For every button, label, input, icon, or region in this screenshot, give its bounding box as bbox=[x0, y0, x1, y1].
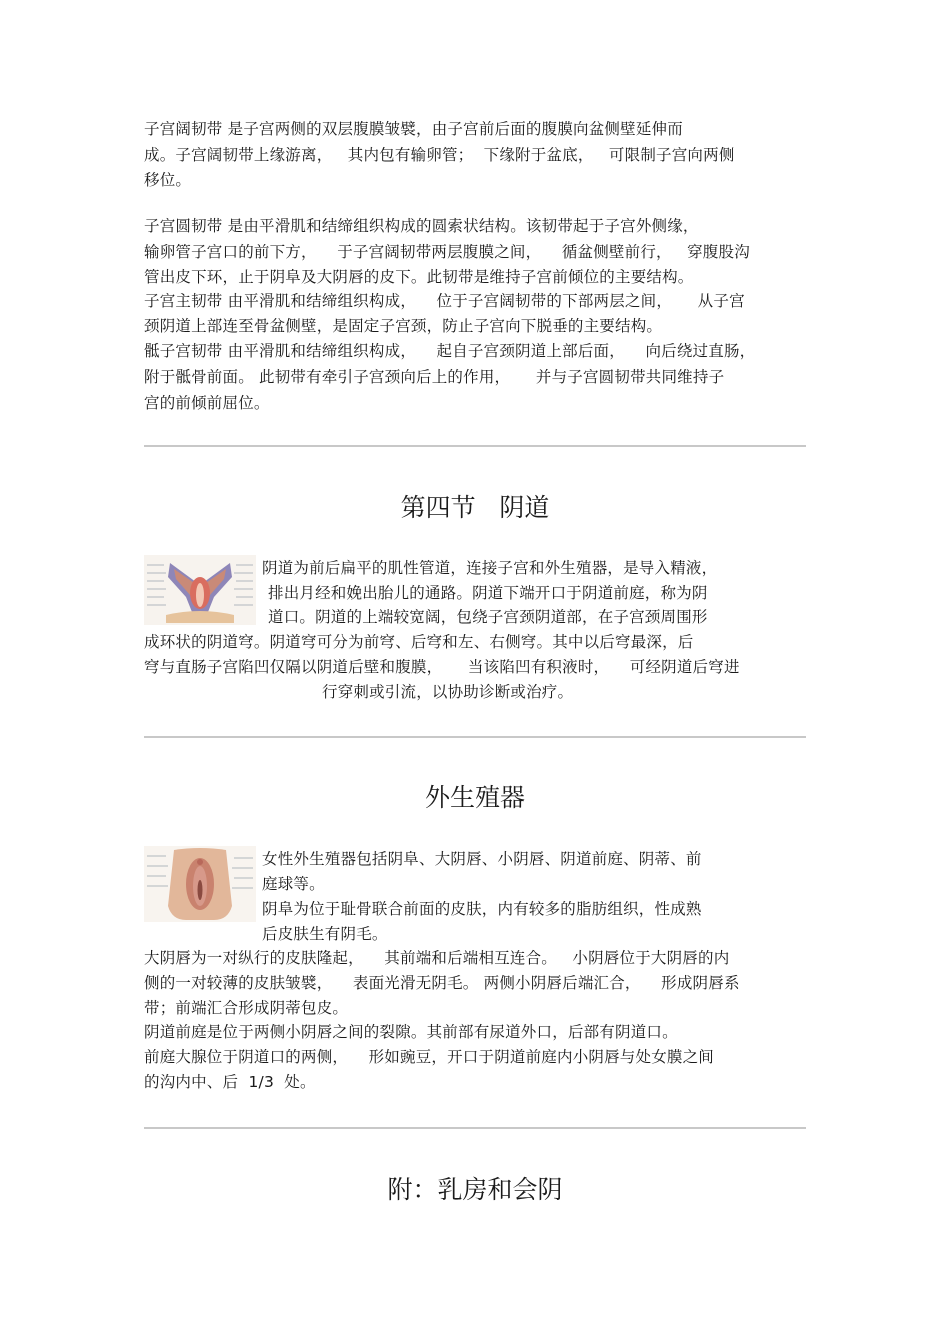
paragraph-line: 女性外生殖器包括阴阜、大阴唇、小阴唇、阴道前庭、阴蒂、前 bbox=[262, 850, 702, 868]
paragraph-line: 前庭大腺位于阴道口的两侧， 形如豌豆，开口于阴道前庭内小阴唇与处女膜之间 bbox=[144, 1048, 715, 1066]
paragraph-line: 后皮肤生有阴毛。 bbox=[262, 925, 388, 943]
paragraph-line: 阴阜为位于耻骨联合前面的皮肤，内有较多的脂肪组织，性成熟 bbox=[262, 900, 702, 918]
paragraph-line: 子宫主韧带 由平滑肌和结缔组织构成， 位于子宫阔韧带的下部两层之间， 从子宫 bbox=[144, 292, 745, 310]
paragraph-line: 颈阴道上部连至骨盆侧壁，是固定子宫颈，防止子宫向下脱垂的主要结构。 bbox=[144, 317, 663, 335]
paragraph-line: 阴道为前后扁平的肌性管道，连接子宫和外生殖器，是导入精液， bbox=[262, 559, 718, 577]
paragraph-line: 穹与直肠子宫陷凹仅隔以阴道后壁和腹膜， 当该陷凹有积液时， 可经阴道后穹进 bbox=[144, 658, 740, 676]
paragraph-line: 宫的前倾前屈位。 bbox=[144, 394, 270, 412]
paragraph-line: 成环状的阴道穹。阴道穹可分为前穹、后穹和左、右侧穹。其中以后穹最深，后 bbox=[144, 633, 694, 651]
paragraph-line: 行穿刺或引流，以协助诊断或治疗。 bbox=[322, 683, 574, 701]
paragraph-line: 道口。阴道的上端较宽阔，包绕子宫颈阴道部，在子宫颈周围形 bbox=[268, 608, 708, 626]
section-title: 外生殖器 bbox=[424, 783, 525, 812]
section-divider bbox=[144, 445, 806, 447]
anatomy-illustration-icon bbox=[144, 846, 256, 922]
paragraph-line: 子宫阔韧带 是子宫两侧的双层腹膜皱襞，由子宫前后面的腹膜向盆侧壁延伸而 bbox=[144, 120, 683, 138]
paragraph-line: 移位。 bbox=[144, 171, 192, 189]
paragraph-line: 子宫圆韧带 是由平滑肌和结缔组织构成的圆索状结构。该韧带起于子宫外侧缘， bbox=[144, 217, 699, 235]
paragraph-line: 庭球等。 bbox=[262, 875, 325, 893]
anatomy-illustration-icon bbox=[144, 555, 256, 625]
section-title: 第四节 阴道 bbox=[400, 493, 550, 522]
paragraph-line: 阴道前庭是位于两侧小阴唇之间的裂隙。其前部有尿道外口，后部有阴道口。 bbox=[144, 1023, 678, 1041]
paragraph-line: 输卵管子宫口的前下方， 于子宫阔韧带两层腹膜之间， 循盆侧壁前行， 穿腹股沟 bbox=[144, 243, 750, 261]
paragraph-line: 骶子宫韧带 由平滑肌和结缔组织构成， 起自子宫颈阴道上部后面， 向后绕过直肠， bbox=[144, 342, 756, 360]
paragraph-line: 管出皮下环，止于阴阜及大阴唇的皮下。此韧带是维持子宫前倾位的主要结构。 bbox=[144, 268, 694, 286]
section-divider bbox=[144, 1127, 806, 1129]
paragraph-line: 成。子宫阔韧带上缘游离， 其内包有输卵管； 下缘附于盆底， 可限制子宫向两侧 bbox=[144, 146, 735, 164]
paragraph-line: 带；前端汇合形成阴蒂包皮。 bbox=[144, 999, 349, 1017]
paragraph-line: 附于骶骨前面。 此韧带有牵引子宫颈向后上的作用， 并与子宫圆韧带共同维持子 bbox=[144, 368, 725, 386]
paragraph-line: 大阴唇为一对纵行的皮肤隆起， 其前端和后端相互连合。 小阴唇位于大阴唇的内 bbox=[144, 949, 730, 967]
paragraph-line: 侧的一对较薄的皮肤皱襞， 表面光滑无阴毛。 两侧小阴唇后端汇合， 形成阴唇系 bbox=[144, 974, 740, 992]
section-title: 附：乳房和会阴 bbox=[387, 1175, 563, 1204]
paragraph-line: 排出月经和娩出胎儿的通路。阴道下端开口于阴道前庭，称为阴 bbox=[268, 584, 708, 602]
paragraph-line: 的沟内中、后 1/3 处。 bbox=[144, 1073, 316, 1091]
section-divider bbox=[144, 736, 806, 738]
